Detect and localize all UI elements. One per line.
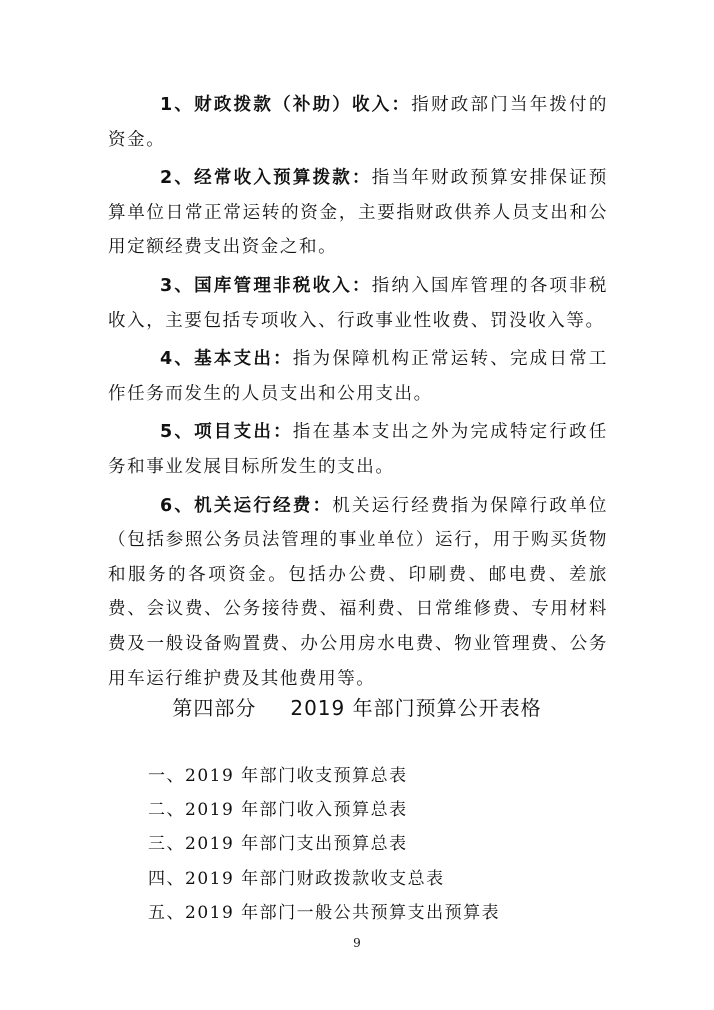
definition-term: 3、国库管理非税收入： [160, 275, 372, 296]
page-number: 9 [353, 936, 361, 950]
definition-text: 指为保障机构正常运转、完成日常工作任务而发生的人员支出和公用支出。 [108, 349, 608, 404]
section-heading [0, 692, 714, 721]
table-list-item: 五、2019 年部门一般公共预算支出预算表 [148, 902, 501, 923]
definition-term: 5、项目支出： [160, 422, 293, 443]
section-part: 第四部分 [172, 696, 257, 720]
definition-text: 指当年财政预算安排保证预算单位日常正常运转的资金，主要指财政供养人员支出和公用定额经费支出资金之和。 [108, 168, 609, 258]
definition-term: 2、经常收入预算拨款： [160, 168, 372, 189]
definition-term: 1、财政拨款（补助）收入： [160, 95, 412, 115]
definition-item [108, 415, 608, 484]
definition-item [108, 489, 608, 697]
table-list-item: 三、2019 年部门支出预算总表 [148, 834, 408, 855]
definition-text: 指纳入国库管理的各项非税收入，主要包括专项收入、行政事业性收费、罚没收入等。 [108, 275, 609, 331]
section-title: 2019 年部门预算公开表格 [290, 696, 542, 720]
table-list-item: 一、2019 年部门收支预算总表 [148, 766, 408, 786]
definition-text: 指在基本支出之外为完成特定行政任务和事业发展目标所发生的支出。 [108, 422, 608, 477]
definition-text: 机关运行经费指为保障行政单位（包括参照公务员法管理的事业单位）运行，用于购买货物和服务的各项资金。包括办公费、印刷费、邮电费、差旅费、会议费、公务接待费、福利费、日常维修费、专用材料费及一般设备购置费、办公用房水电费、物业管理费、公务用车运行维护费及其他费用等。 [108, 495, 608, 689]
table-list-item: 四、2019 年部门财政拨款收支总表 [148, 868, 445, 889]
definition-item [108, 161, 608, 265]
definitions-section [108, 88, 608, 700]
definition-item [108, 269, 608, 338]
definition-text: 指财政部门当年拨付的资金。 [108, 95, 608, 150]
definition-item [108, 342, 608, 411]
table-list [148, 759, 500, 930]
table-list-item: 二、2019 年部门收入预算总表 [148, 800, 408, 821]
definition-term: 4、基本支出： [160, 349, 293, 370]
definition-item [108, 88, 608, 157]
definition-term: 6、机关运行经费： [160, 495, 333, 516]
